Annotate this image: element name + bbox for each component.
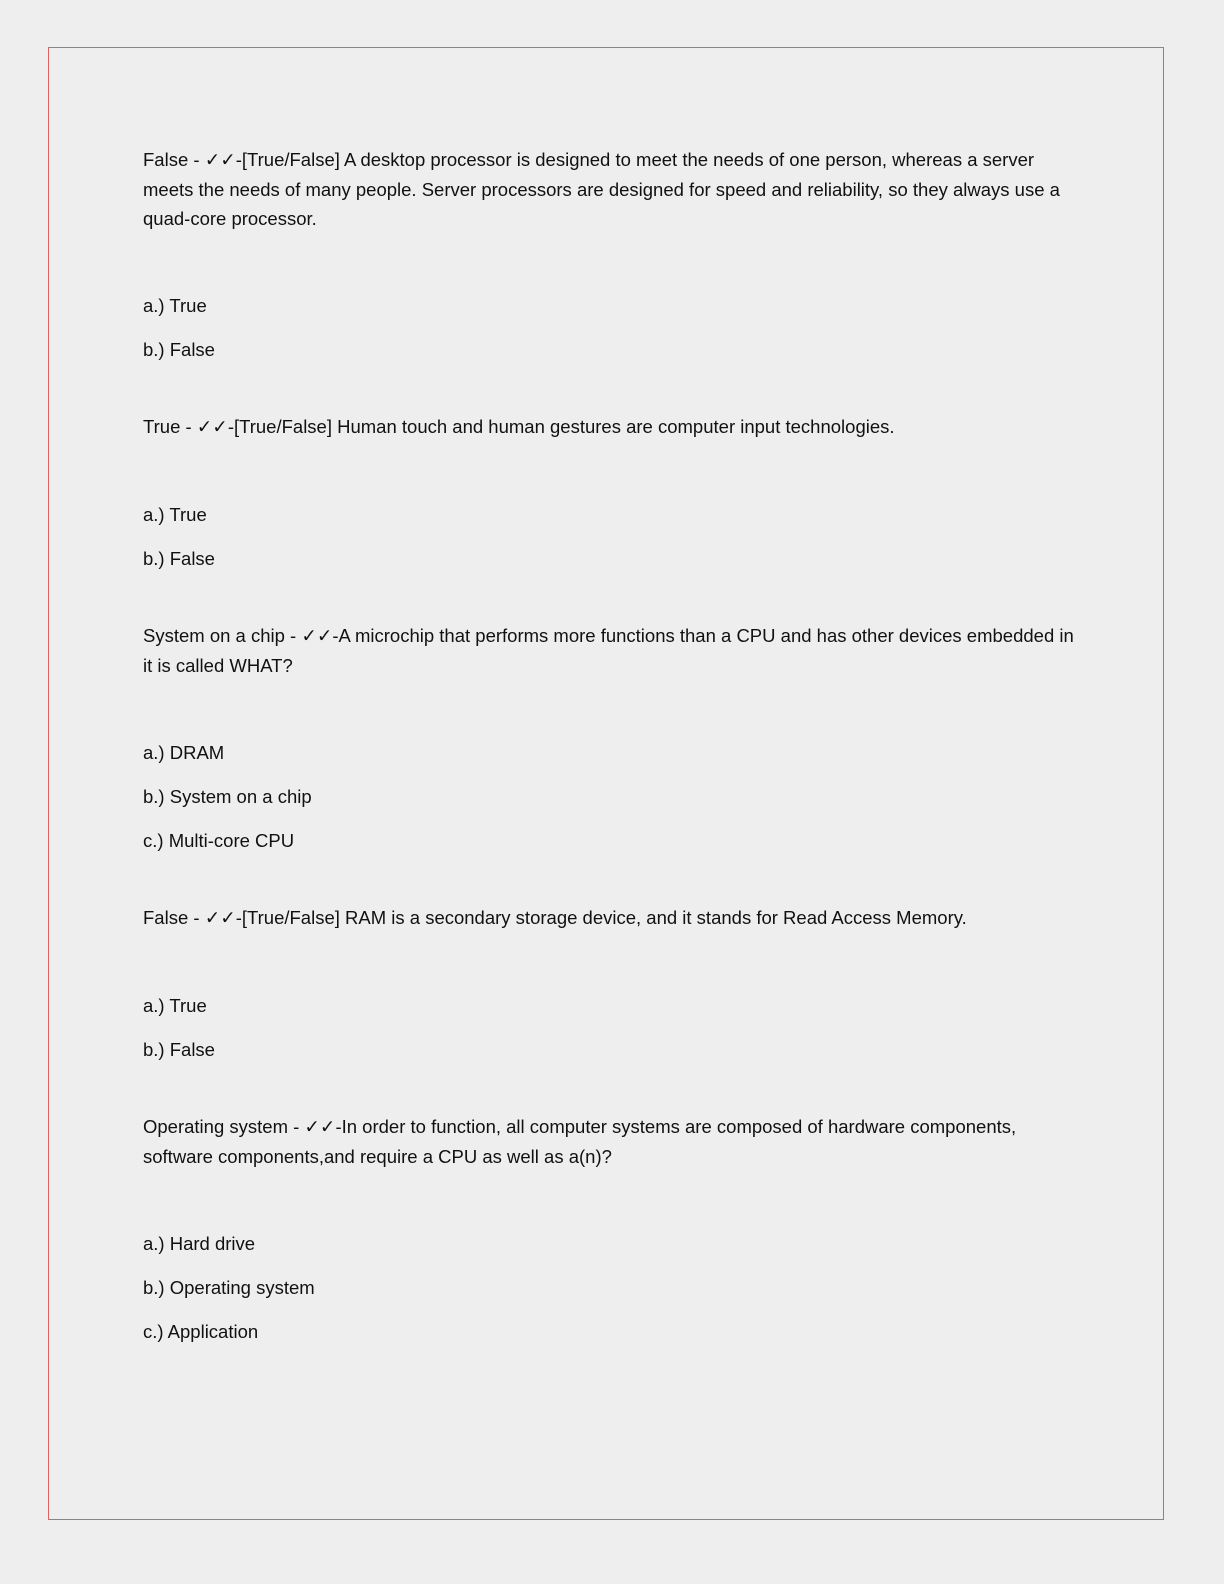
option-item: a.) True <box>143 504 207 525</box>
question-prompt: -[True/False] Human touch and human gestures are computer input technologies. <box>227 416 895 437</box>
option-list <box>143 291 1083 364</box>
question-text <box>143 412 1083 442</box>
option-item: a.) Hard drive <box>143 1233 256 1254</box>
check-icon: ✓✓ <box>301 626 333 647</box>
question-block-2 <box>143 412 1083 573</box>
check-icon: ✓✓ <box>204 150 236 171</box>
check-icon: ✓✓ <box>204 908 236 929</box>
question-text <box>143 145 1083 233</box>
option-list <box>143 991 1083 1064</box>
question-prompt: -In order to function, all computer systems are composed of hardware components, software components,and require a CPU as well as a(n)? <box>143 1116 1017 1167</box>
question-answer: False - <box>143 149 205 170</box>
question-answer: Operating system - <box>143 1116 305 1137</box>
option-item: a.) True <box>143 295 207 316</box>
option-item: b.) System on a chip <box>143 786 312 807</box>
option-item: b.) Operating system <box>143 1277 315 1298</box>
option-item: b.) False <box>143 548 215 569</box>
question-block-1 <box>143 145 1083 364</box>
question-prompt: -[True/False] RAM is a secondary storage device, and it stands for Read Access Memory. <box>235 907 967 928</box>
question-answer: False - <box>143 907 205 928</box>
document-content <box>143 145 1083 1346</box>
question-block-3 <box>143 621 1083 855</box>
question-text <box>143 903 1083 933</box>
option-item: c.) Application <box>143 1321 259 1342</box>
option-list <box>143 500 1083 573</box>
question-prompt: -A microchip that performs more functions than a CPU and has other devices embedded in it is called WHAT? <box>143 625 1074 676</box>
option-item: b.) False <box>143 1039 215 1060</box>
question-answer: System on a chip - <box>143 625 302 646</box>
question-text <box>143 621 1083 680</box>
option-list <box>143 1229 1083 1346</box>
option-item: a.) DRAM <box>143 742 225 763</box>
question-answer: True - <box>143 416 197 437</box>
option-item: a.) True <box>143 995 207 1016</box>
option-list <box>143 738 1083 855</box>
check-icon: ✓✓ <box>304 1117 336 1138</box>
option-item: c.) Multi-core CPU <box>143 830 295 851</box>
check-icon: ✓✓ <box>196 417 228 438</box>
question-block-4 <box>143 903 1083 1064</box>
question-block-5 <box>143 1112 1083 1346</box>
question-text <box>143 1112 1083 1171</box>
option-item: b.) False <box>143 339 215 360</box>
question-prompt: -[True/False] A desktop processor is designed to meet the needs of one person, whereas a server meets the needs of many people. Server processors are designed for speed and reliability, so they always use a quad-core processor. <box>143 149 1060 229</box>
